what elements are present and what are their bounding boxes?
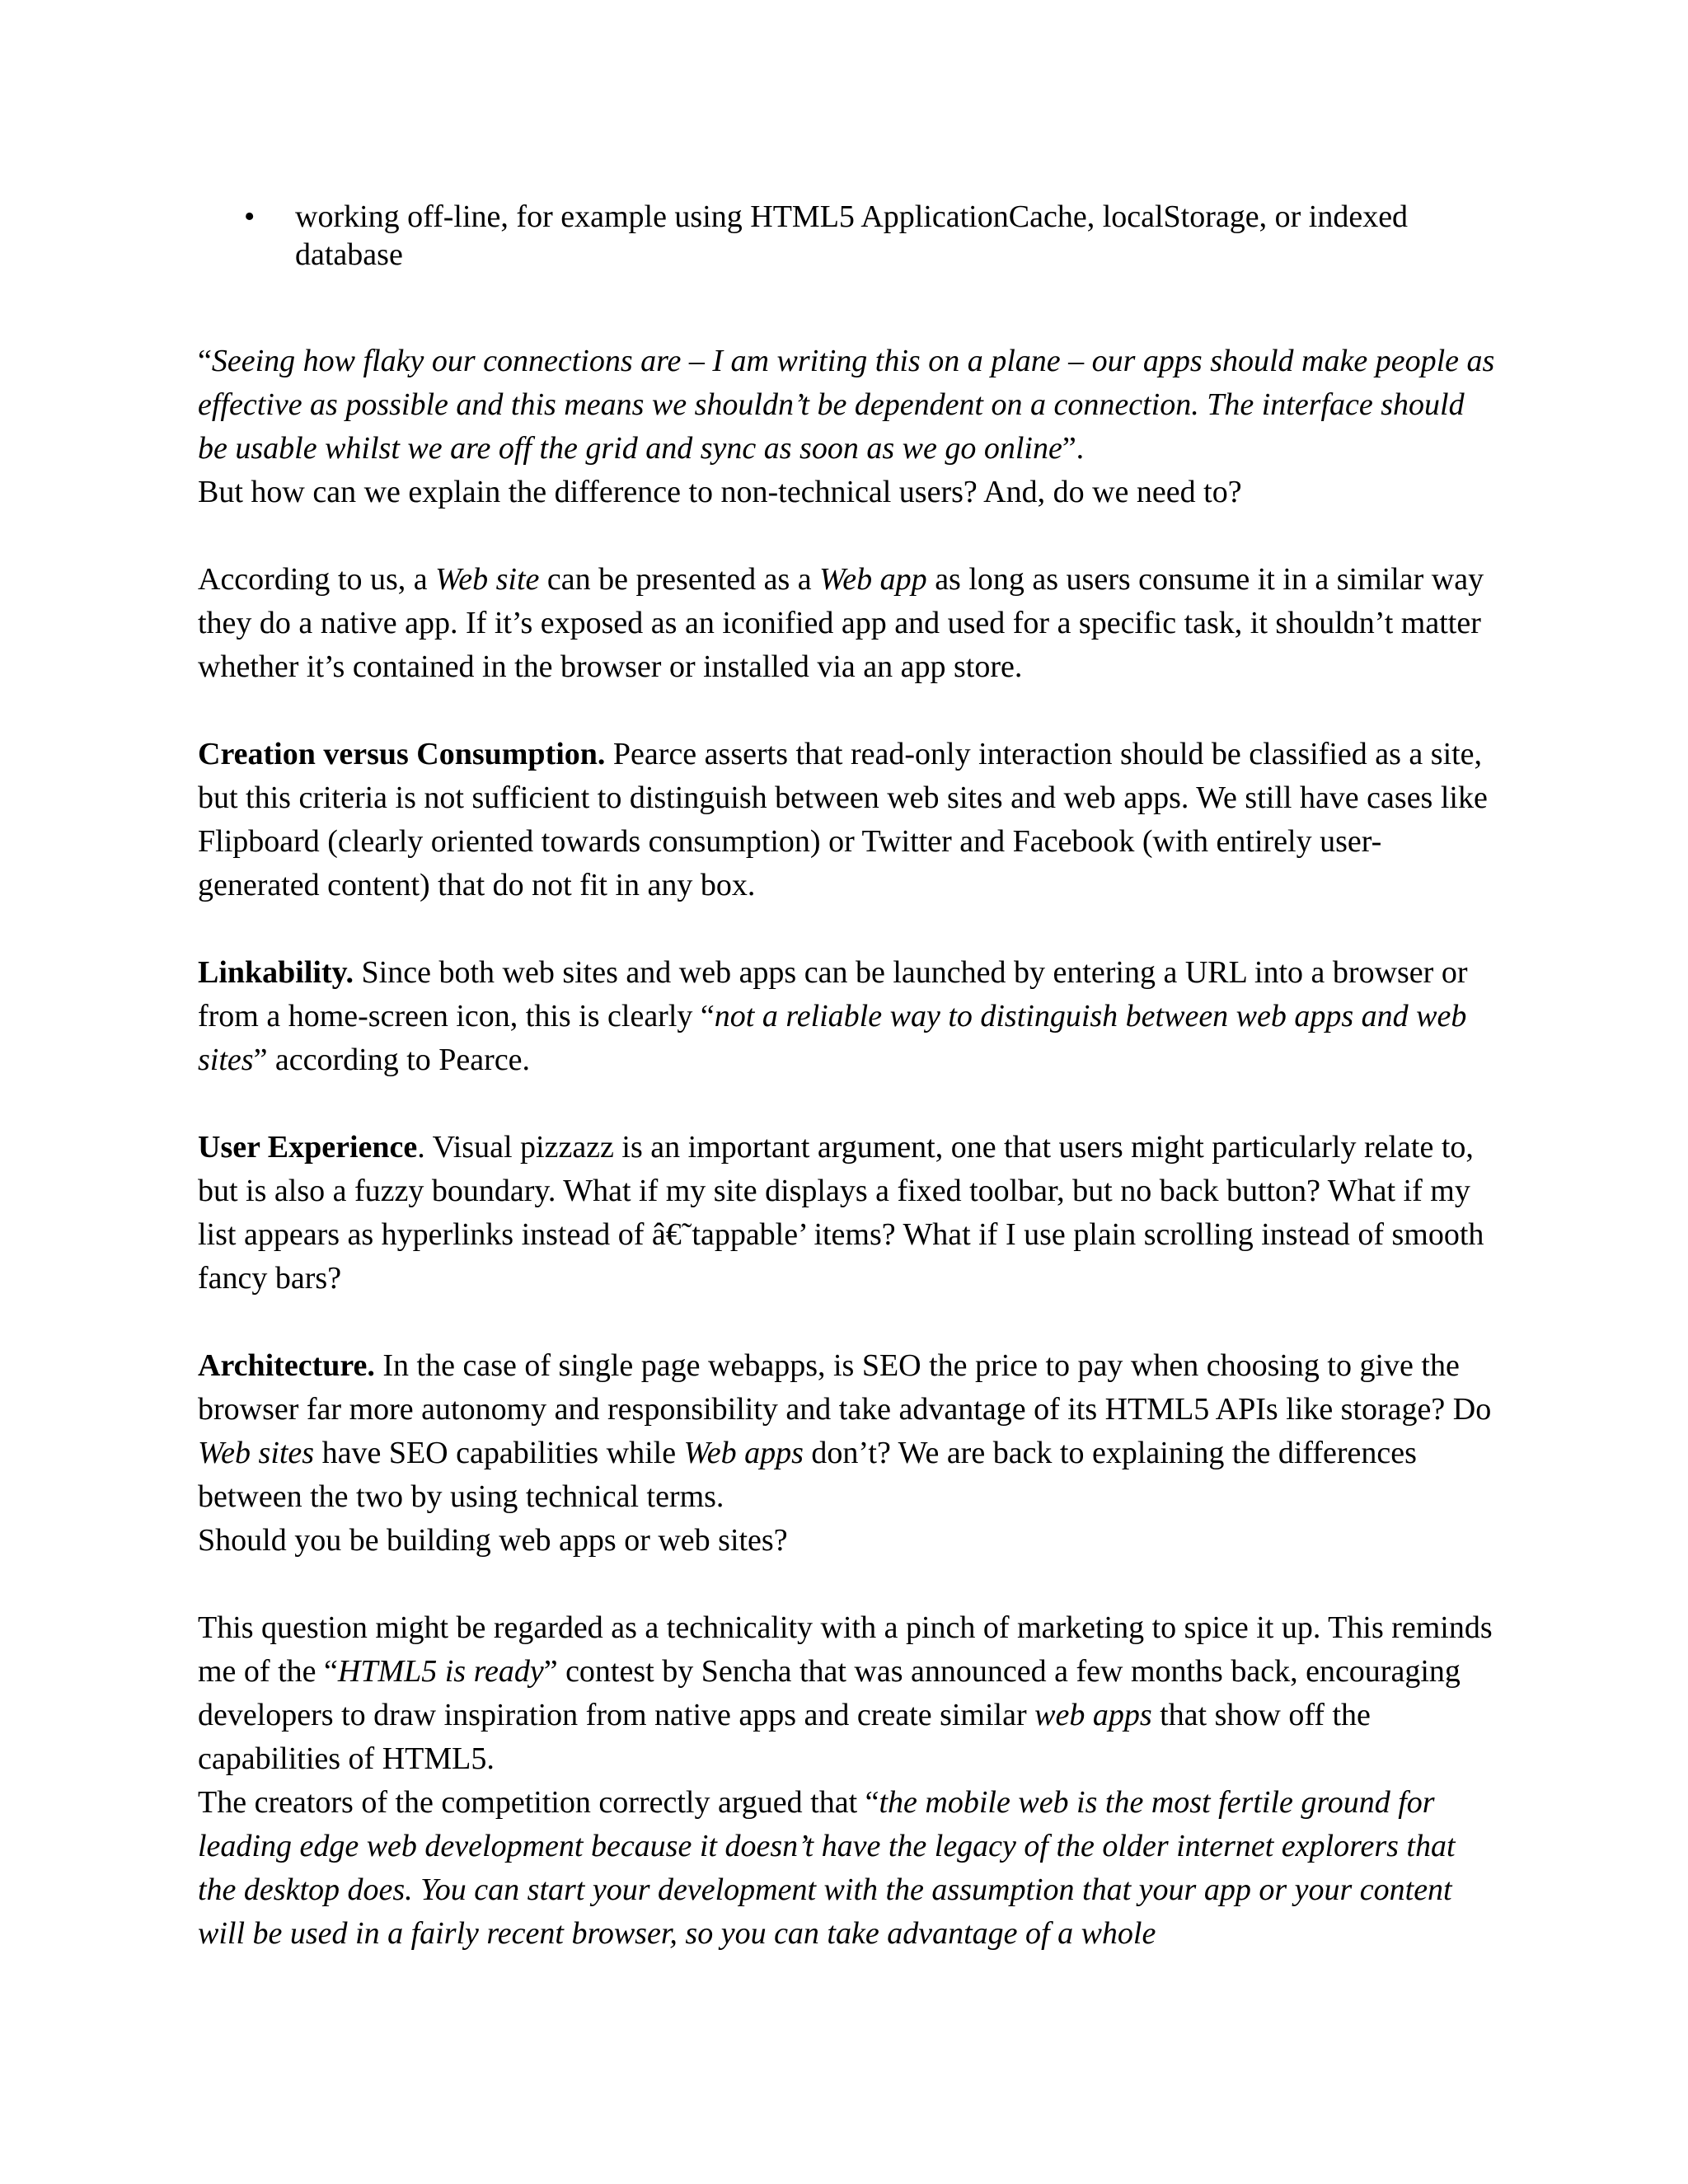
bullet-text: working off-line, for example using HTML5 ApplicationCache, localStorage, or indexed database <box>295 199 1409 272</box>
question-paragraph: Should you be building web apps or web sites? <box>198 1523 788 1558</box>
text-run: that show off the capabilities of HTML5. <box>198 1698 1371 1776</box>
bullet-marker: • <box>244 199 256 234</box>
text-run: This question might be regarded as a technicality with a pinch of marketing to spice it up. This reminds me of the “ <box>198 1610 1493 1689</box>
text-run: have SEO capabilities while <box>314 1436 684 1470</box>
quote-paragraph <box>198 340 1500 471</box>
question-paragraph: But how can we explain the difference to non-technical users? And, do we need to? <box>198 475 1242 509</box>
linkability-heading: Linkability. <box>198 955 354 990</box>
quote-open-mark: “ <box>198 344 212 378</box>
creation-paragraph <box>198 733 1500 907</box>
italic-run: Web apps <box>683 1436 804 1470</box>
text-run: Pearce asserts that read-only interaction should be classified as a site, but this criteria is not sufficient to distinguish between web sites and web apps. We still have cases like Flipboard (clearly oriented towards consumption) or Twitter and Facebook (with entirely user-generated content) that do not fit in any box. <box>198 737 1488 902</box>
linkability-paragraph <box>198 951 1500 1082</box>
quote-italic-text: Seeing how flaky our connections are – I am writing this on a plane – our apps should make people as effective as possible and this means we shouldn’t be dependent on a connection. The interface should be usable whilst we are off the grid and sync as soon as we go online <box>198 344 1495 466</box>
text-run: don’t? We are back to explaining the differences between the two by using technical terms. <box>198 1436 1417 1514</box>
text-run: The creators of the competition correctly argued that “ <box>198 1785 879 1820</box>
according-paragraph <box>198 558 1500 689</box>
quote-close-mark: ”. <box>1062 431 1085 466</box>
text-run: Since both web sites and web apps can be launched by entering a URL into a browser or from a home-screen icon, this is clearly “ <box>198 955 1468 1033</box>
text-run: In the case of single page webapps, is SEO the price to pay when choosing to give the browser far more autonomy and responsibility and take advantage of its HTML5 APIs like storage? Do <box>198 1348 1492 1427</box>
italic-run: HTML5 is ready <box>337 1654 544 1689</box>
italic-run: the mobile web is the most fertile ground for leading edge web development because it doesn’t have the legacy of the older internet explorers that the desktop does. You can start your development with the assumption that your app or your content will be used in a fairly recent browser, so you can take advantage of a whole <box>198 1785 1456 1951</box>
italic-run: Web site <box>435 562 540 597</box>
document-page <box>198 198 1500 1956</box>
architecture-heading: Architecture. <box>198 1348 375 1383</box>
text-run: ” contest by Sencha that was announced a few months back, encouraging developers to draw inspiration from native apps and create similar <box>198 1654 1461 1732</box>
ux-heading: User Experience <box>198 1130 418 1165</box>
sencha-paragraph <box>198 1606 1500 1781</box>
italic-run: web apps <box>1034 1698 1152 1732</box>
italic-run: Web sites <box>198 1436 315 1470</box>
text-run: ” according to Pearce. <box>253 1043 531 1077</box>
text-run: . Visual pizzazz is an important argument, one that users might particularly relate to, but is also a fuzzy boundary. What if my site displays a fixed toolbar, but no back button? What if my list appears as hyperlinks instead of â€˜tappable’ items? What if I use plain scrolling instead of smooth fancy bars? <box>198 1130 1484 1296</box>
italic-run: Web app <box>819 562 927 597</box>
italic-run: not a reliable way to distinguish between web apps and web sites <box>198 999 1467 1077</box>
ux-paragraph <box>198 1126 1500 1301</box>
bullet-item <box>198 198 1500 274</box>
text-run: as long as users consume it in a similar way they do a native app. If it’s exposed as an iconified app and used for a specific task, it shouldn’t matter whether it’s contained in the browser or installed via an app store. <box>198 562 1484 684</box>
text-run: According to us, a <box>198 562 436 597</box>
architecture-paragraph <box>198 1344 1500 1519</box>
text-run: can be presented as a <box>539 562 820 597</box>
creation-heading: Creation versus Consumption. <box>198 737 606 771</box>
creators-paragraph <box>198 1781 1500 1956</box>
